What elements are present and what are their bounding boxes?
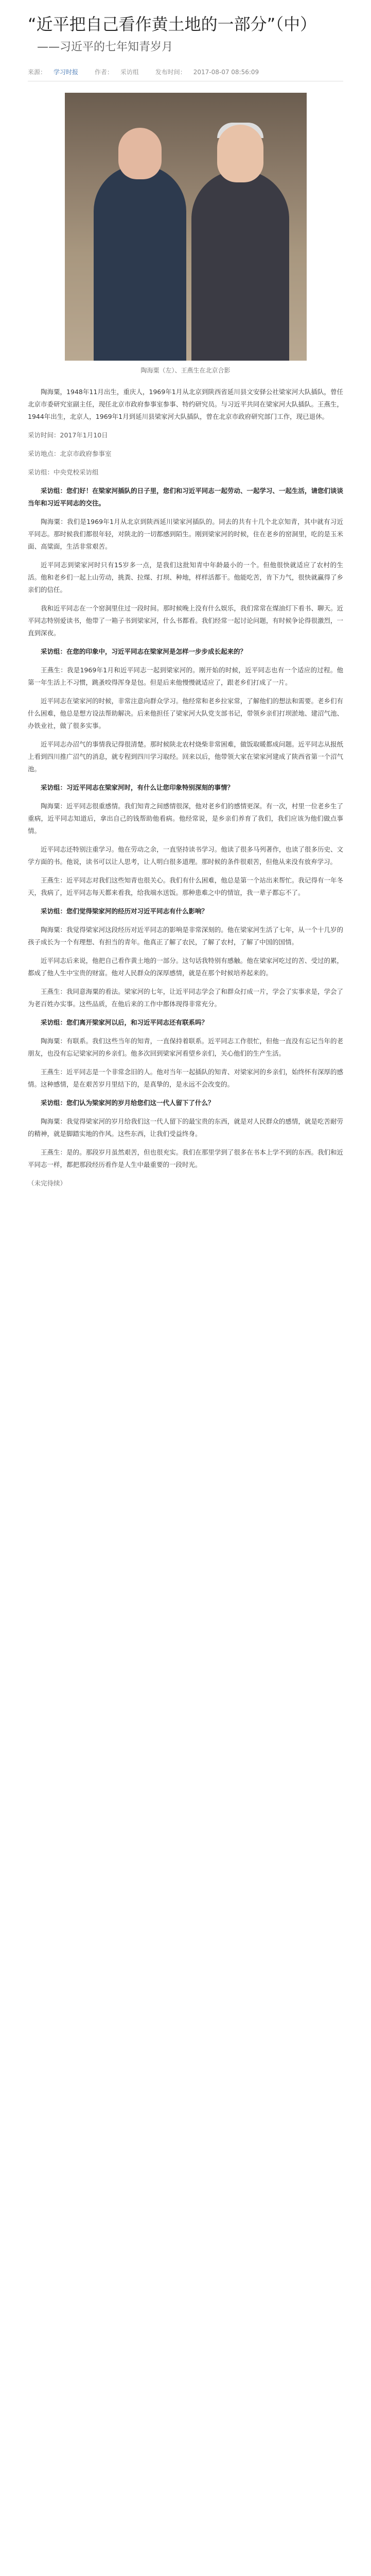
answer-paragraph: 陶海粟：我们是1969年1月从北京到陕西延川梁家河插队的。同去的共有十几个北京知青，其中就有习近平同志。那时候我们都很年轻，对陕北的一切都感到陌生。刚到梁家河的时候，住在老乡的窑洞里，吃的是玉米面、高粱面，生活非常艰苦。	[28, 518, 343, 550]
answer-paragraph: 王燕生：我是1969年1月和近平同志一起到梁家河的。刚开始的时候，近平同志也有一个适应的过程。他第一年生活上不习惯，跳蚤咬得浑身是包。但是后来他慢慢就适应了，跟老乡们打成了一片。	[28, 666, 343, 686]
source-name[interactable]: 学习时报	[54, 69, 79, 76]
source-label: 来源： 学习时报	[28, 69, 79, 76]
answer-paragraph: 近平同志在梁家河的时候，非常注意向群众学习。他经常和老乡拉家常，了解他们的想法和需要。老乡们有什么困难，他总是想方设法帮助解决。后来他担任了梁家河大队党支部书记，带领乡亲们打坝淤地、建沼气池、办铁业社，做了很多实事。	[28, 697, 343, 730]
answer-paragraph: 王燕生：近平同志对我们这些知青也很关心。我们有什么困难，他总是第一个站出来帮忙。我记得有一年冬天，我病了，近平同志每天都来看我，给我端水送饭。那种患难之中的情谊，我一辈子都忘不了。	[28, 876, 343, 896]
answer-paragraph: 近平同志还特别注重学习。他在劳动之余，一直坚持读书学习。他读了很多马列著作，也读了很多历史、文学方面的书。他说，读书可以让人思考，让人明白很多道理。那时候的条件很艰苦，但他从来没有放弃学习。	[28, 845, 343, 866]
interview-time: 采访时间：2017年1月10日	[28, 431, 108, 439]
answer-paragraph: 陶海粟：有联系。我们这些当年的知青，一直保持着联系。近平同志工作很忙，但他一直没有忘记当年的老朋友，也没有忘记梁家河的乡亲们。他多次回到梁家河看望乡亲们，关心他们的生产生活。	[28, 1037, 343, 1057]
answer-paragraph: 陶海粟：近平同志很重感情。我们知青之间感情很深，他对老乡们的感情更深。有一次，村里一位老乡生了重病，近平同志知道后，拿出自己的钱帮助他看病。他经常说，是乡亲们养育了我们，我们应该为他们做点事情。	[28, 802, 343, 835]
answer-paragraph: 陶海粟：我觉得梁家河的岁月给我们这一代人留下的最宝贵的东西，就是对人民群众的感情，就是吃苦耐劳的精神，就是脚踏实地的作风。这些东西，让我们受益终身。	[28, 1117, 343, 1138]
author-info: 作者： 采访组	[94, 69, 139, 76]
answer-paragraph: 近平同志办沼气的事情我记得很清楚。那时候陕北农村烧柴非常困难，做饭取暖都成问题。近平同志从报纸上看到四川推广沼气的消息，就专程到四川学习取经。回来以后，他带领大家在梁家河建成了陕西省第一个沼气池。	[28, 740, 343, 773]
interviewer: 采访组：中央党校采访组	[28, 468, 99, 476]
photo-caption: 陶海粟（左）、王燕生在北京合影	[140, 367, 231, 374]
question: 采访组：您们离开梁家河以后，和习近平同志还有联系吗？	[41, 1019, 208, 1026]
publish-date: 发布时间： 2017-08-07 08:56:09	[155, 69, 259, 76]
question: 采访组：您们认为梁家河的岁月给您们这一代人留下了什么？	[41, 1099, 215, 1107]
answer-paragraph: 王燕生：近平同志是一个非常念旧的人。他对当年一起插队的知青、对梁家河的乡亲们，始终怀有深厚的感情。这种感情，是在艰苦岁月里结下的，是真挚的，是永远不会改变的。	[28, 1068, 343, 1088]
article-meta	[28, 67, 343, 77]
question: 采访组：在您的印象中，习近平同志在梁家河是怎样一步步成长起来的？	[41, 648, 247, 655]
intro-paragraph: 陶海粟，1948年11月出生，重庆人，1969年1月从北京到陕西省延川县文安驿公社梁家河大队插队，曾任北京市委研究室副主任，现任北京市政府参事室参事、特约研究员。与习近平共同在梁家河大队插队。王燕生，1944年出生，北京人，1969年1月到延川县梁家河大队插队，曾在北京市政府研究部门工作，现已退休。	[28, 388, 343, 420]
article-title: “近平把自己看作黄土地的一部分”（中）	[28, 14, 317, 34]
answer-paragraph: 我和近平同志在一个窑洞里住过一段时间。那时候晚上没有什么娱乐，我们常常在煤油灯下看书、聊天。近平同志特别爱读书，他带了一箱子书到梁家河，什么书都看。我们经常一起讨论问题，有时候争论得很激烈，一直到深夜。	[28, 604, 343, 637]
question: 采访组：您们好！在梁家河插队的日子里，您们和习近平同志一起劳动、一起学习、一起生活，请您们谈谈当年和习近平同志的交往。	[28, 487, 343, 507]
answer-paragraph: 陶海粟：我觉得梁家河这段经历对近平同志的影响是非常深刻的。他在梁家河生活了七年，从一个十几岁的孩子成长为一个有理想、有担当的青年。他真正了解了农民，了解了农村，了解了中国的国情。	[28, 926, 343, 946]
article-end-note: （未完待续）	[28, 1179, 67, 1187]
answer-paragraph: 王燕生：是的。那段岁月虽然艰苦，但也很充实。我们在那里学到了很多在书本上学不到的东西。我们和近平同志一样，都把那段经历看作是人生中最重要的一段时光。	[28, 1148, 343, 1168]
interview-place: 采访地点：北京市政府参事室	[28, 450, 112, 457]
answer-paragraph: 王燕生：我同意海粟的看法。梁家河的七年，让近平同志学会了和群众打成一片，学会了实事求是，学会了为老百姓办实事。这些品质，在他后来的工作中都体现得非常充分。	[28, 988, 343, 1008]
article-subtitle: ——习近平的七年知青岁月	[37, 41, 173, 54]
question: 采访组：习近平同志在梁家河时，有什么让您印象特别深刻的事情？	[41, 784, 234, 791]
answer-paragraph: 近平同志后来说，他把自己看作黄土地的一部分。这句话我特别有感触。他在梁家河吃过的苦、受过的累，都成了他人生中宝贵的财富。他对人民群众的深厚感情，就是在那个时候培养起来的。	[28, 957, 343, 977]
article-body	[28, 386, 343, 1190]
question: 采访组：您们觉得梁家河的经历对习近平同志有什么影响？	[41, 907, 208, 915]
article-photo	[65, 93, 307, 361]
answer-paragraph: 近平同志到梁家河时只有15岁多一点，是我们这批知青中年龄最小的一个。但他很快就适应了农村的生活。他和老乡们一起上山劳动，挑粪、拉煤、打坝、种地，样样活都干。他能吃苦，肯下力气，很快就赢得了乡亲们的信任。	[28, 561, 343, 594]
